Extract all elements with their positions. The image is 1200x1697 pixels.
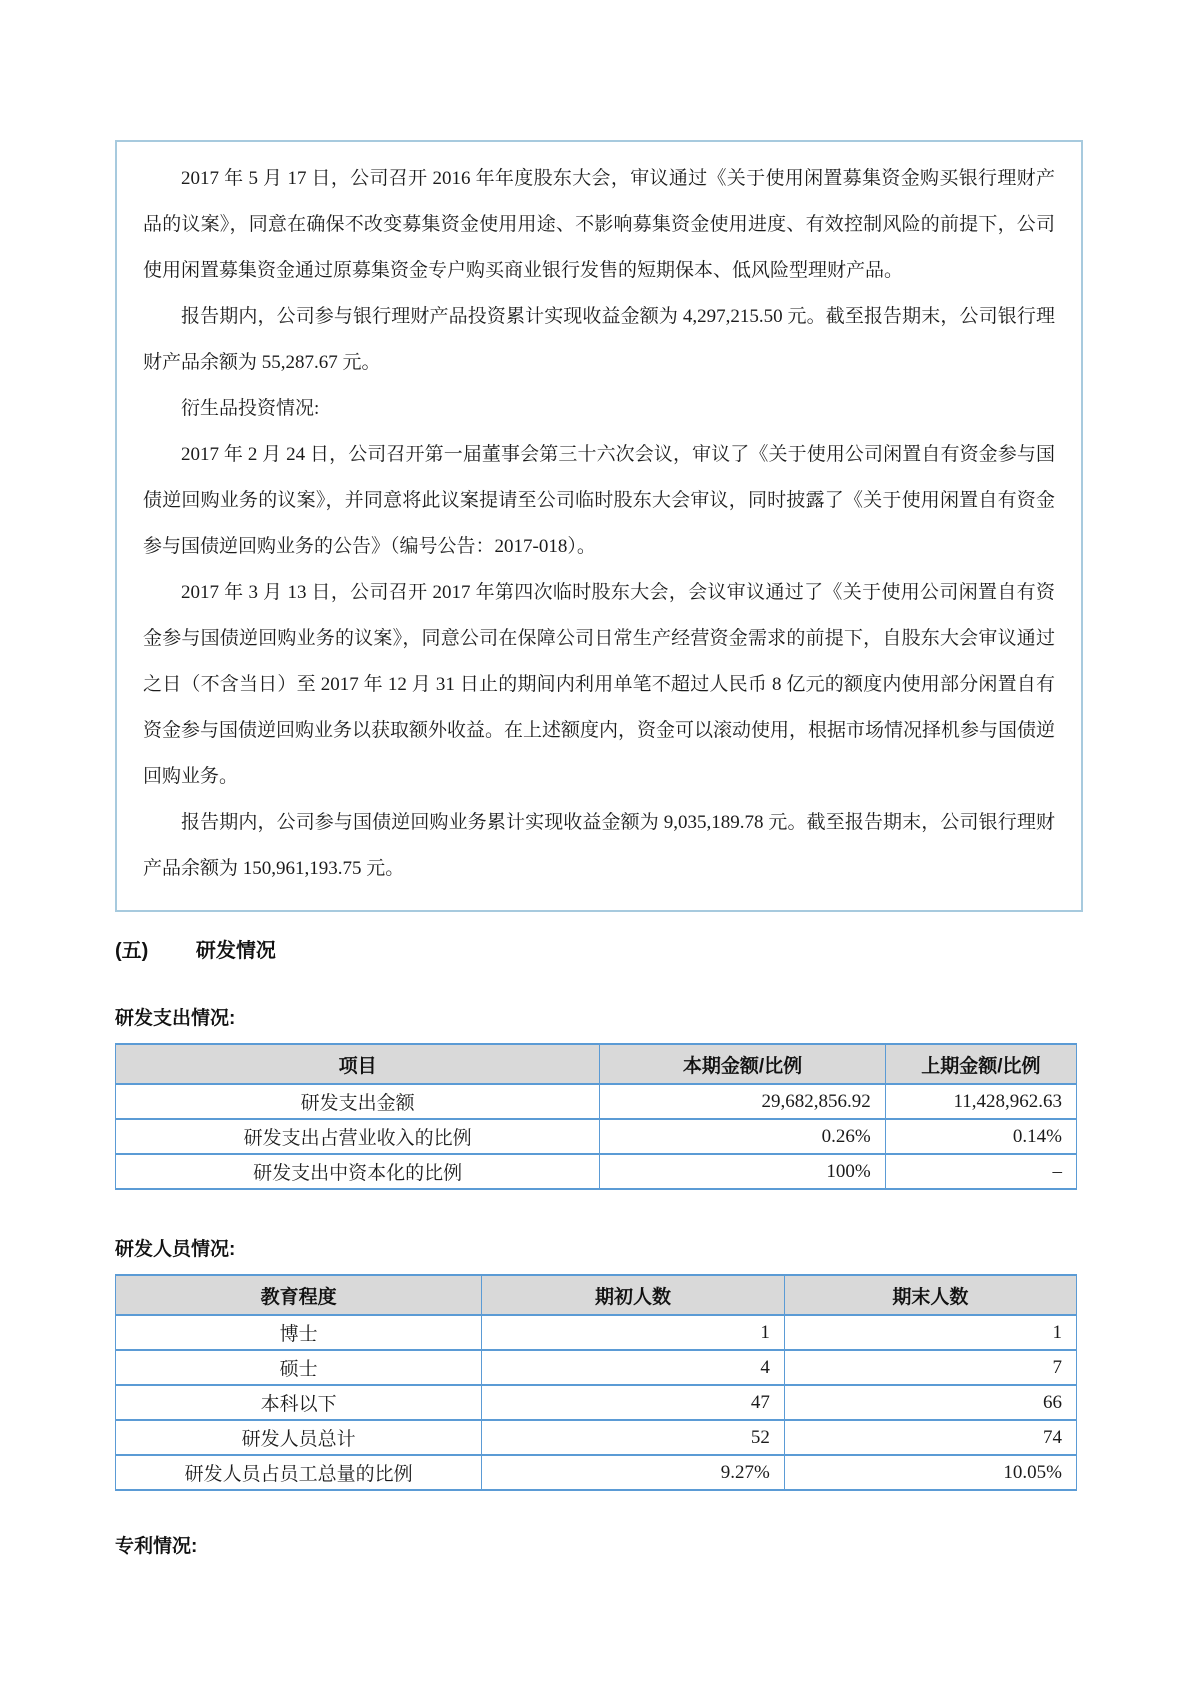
section-heading: [115, 934, 1083, 963]
value-cell: 10.05%: [784, 1455, 1076, 1490]
report-content: [115, 140, 1083, 1558]
section-number: (五): [115, 940, 149, 962]
table-row: [116, 1315, 1077, 1350]
value-cell: 66: [784, 1385, 1076, 1420]
row-label-cell: 研发支出占营业收入的比例: [116, 1119, 600, 1154]
value-cell: 1: [482, 1315, 785, 1350]
table-header-cell: 期初人数: [482, 1275, 785, 1315]
value-cell: 1: [784, 1315, 1076, 1350]
value-cell: 52: [482, 1420, 785, 1455]
value-cell: 0.14%: [885, 1119, 1076, 1154]
table-header-cell: 上期金额/比例: [885, 1044, 1076, 1084]
table-header-row: [116, 1044, 1077, 1084]
value-cell: 9.27%: [482, 1455, 785, 1490]
value-cell: 100%: [600, 1154, 885, 1189]
table-header-cell: 本期金额/比例: [600, 1044, 885, 1084]
row-label-cell: 博士: [116, 1315, 482, 1350]
table-row: [116, 1455, 1077, 1490]
table-header-cell: 项目: [116, 1044, 600, 1084]
value-cell: 74: [784, 1420, 1076, 1455]
value-cell: 29,682,856.92: [600, 1084, 885, 1119]
rd-expense-table: [115, 1043, 1077, 1190]
rd-personnel-table: [115, 1274, 1077, 1491]
table-row: [116, 1385, 1077, 1420]
value-cell: 0.26%: [600, 1119, 885, 1154]
table-row: [116, 1154, 1077, 1189]
section-title: 研发情况: [195, 940, 276, 962]
row-label-cell: 研发支出中资本化的比例: [116, 1154, 600, 1189]
row-label-cell: 硕士: [116, 1350, 482, 1385]
report-text-box: [115, 140, 1083, 912]
table-header-row: [116, 1275, 1077, 1315]
row-label-cell: 研发支出金额: [116, 1084, 600, 1119]
table-row: [116, 1350, 1077, 1385]
row-label-cell: 本科以下: [116, 1385, 482, 1420]
row-label-cell: 研发人员总计: [116, 1420, 482, 1455]
value-cell: 47: [482, 1385, 785, 1420]
table-header-cell: 教育程度: [116, 1275, 482, 1315]
value-cell: 4: [482, 1350, 785, 1385]
table-header-cell: 期末人数: [784, 1275, 1076, 1315]
rd-expense-label: 研发支出情况:: [115, 1008, 236, 1029]
row-label-cell: 研发人员占员工总量的比例: [116, 1455, 482, 1490]
paragraph: 2017 年 3 月 13 日，公司召开 2017 年第四次临时股东大会，会议审议通过了《关于使用公司闲置自有资金参与国债逆回购业务的议案》，同意公司在保障公司日常生产经营资金需求的前提下，自股东大会审议通过之日（不含当日）至 2017 年 12 月 31 日止的期间内利用单笔不超过人民币 8 亿元的额度内使用部分闲置自有资金参与国债逆回购业务以获取额外收益。在上述额度内，资金可以滚动使用，根据市场情况择机参与国债逆回购业务。: [143, 582, 1056, 787]
patent-label: 专利情况:: [115, 1536, 198, 1557]
paragraph: 报告期内，公司参与国债逆回购业务累计实现收益金额为 9,035,189.78 元。截至报告期末，公司银行理财产品余额为 150,961,193.75 元。: [143, 812, 1055, 879]
value-cell: 11,428,962.63: [885, 1084, 1076, 1119]
table-row: [116, 1420, 1077, 1455]
paragraph: 2017 年 2 月 24 日，公司召开第一届董事会第三十六次会议，审议了《关于使用公司闲置自有资金参与国债逆回购业务的议案》，并同意将此议案提请至公司临时股东大会审议，同时披露了《关于使用闲置自有资金参与国债逆回购业务的公告》（编号公告：2017-018）。: [143, 444, 1055, 557]
paragraph: 2017 年 5 月 17 日，公司召开 2016 年年度股东大会，审议通过《关于使用闲置募集资金购买银行理财产品的议案》，同意在确保不改变募集资金使用用途、不影响募集资金使用进度、有效控制风险的前提下，公司使用闲置募集资金通过原募集资金专户购买商业银行发售的短期保本、低风险型理财产品。: [143, 168, 1055, 281]
table-row: [116, 1119, 1077, 1154]
rd-personnel-label: 研发人员情况:: [115, 1239, 236, 1260]
value-cell: 7: [784, 1350, 1076, 1385]
paragraph: 报告期内，公司参与银行理财产品投资累计实现收益金额为 4,297,215.50 元。截至报告期末，公司银行理财产品余额为 55,287.67 元。: [143, 306, 1055, 373]
value-cell: –: [885, 1154, 1076, 1189]
paragraph: 衍生品投资情况:: [181, 398, 320, 419]
table-row: [116, 1084, 1077, 1119]
